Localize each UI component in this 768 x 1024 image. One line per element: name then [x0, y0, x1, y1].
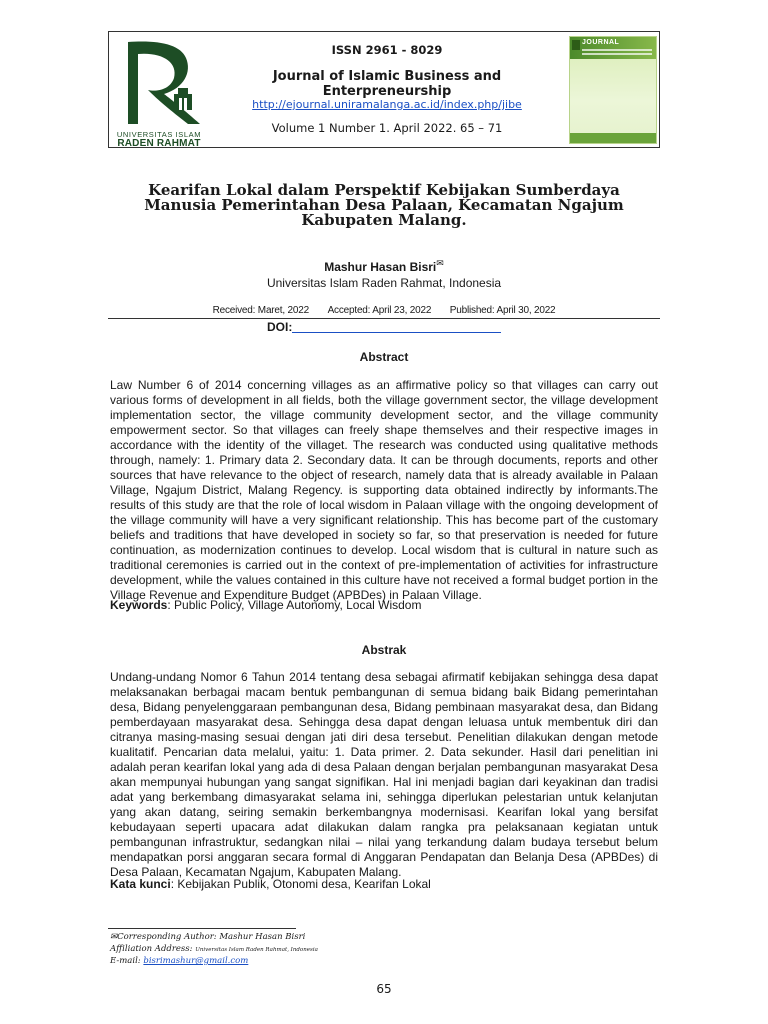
footnote-affiliation — [110, 944, 318, 954]
kata-kunci-value: : Kebijakan Publik, Otonomi desa, Kearifan Lokal — [170, 877, 431, 891]
keywords-value: : Public Policy, Village Autonomy, Local Wisdom — [167, 598, 422, 612]
author-name-text: Mashur Hasan Bisri — [324, 260, 437, 274]
cover-badge-icon — [572, 40, 580, 50]
logo-text-line1: UNIVERSITAS ISLAM — [116, 130, 202, 139]
article-dates — [120, 305, 648, 316]
cover-title: JOURNAL — [582, 39, 620, 46]
cover-footer — [570, 133, 657, 143]
abstract-text: Law Number 6 of 2014 concerning villages as an affirmative policy so that villages can carry out various forms of development in all fields, both the village government sector, the village development implementation sector, the village community development sector, and the village community empowerment sector. So that villages can freely shape themselves and their respective images in accordance with the identity of the villaget. The research was conducted using qualitative methods through, namely: 1. Primary data 2. Secondary data. It can be through documents, reports and other sources that have relevance to the object of research, namely data that is already available in Palaan Village, Ngajum District, Malang Regency. is supporting data obtained indirectly by informants.The results of this study are that the role of local wisdom in Palaan village with the ongoing development of the village community will have a very significant relationship. This has become part of the customary beliefs and traditions that have developed in society so far, so that preservation is needed for future continuation, as modernization continues to develop. Local wisdom that is cultural in nature such as traditional ceremonies is carried out in the context of pre-implementation of activities for infrastructure development, while the values contained in this culture have not received a formal budget portion in the Village Revenue and Expenditure Budget (APBDes) in Palaan Village. — [110, 378, 658, 602]
cover-stripe — [582, 49, 652, 51]
logo-text-line2: RADEN RAHMAT — [117, 138, 201, 149]
doi-label: DOI: — [267, 320, 293, 334]
email-link[interactable]: bisrimashur@gmail.com — [143, 956, 249, 966]
university-logo-mark — [118, 38, 204, 128]
cover-stripe — [582, 53, 652, 55]
footnote-corresponding: ✉Corresponding Author: Mashur Hasan Bisri — [110, 932, 306, 942]
footnote-email-label: E-mail: — [110, 956, 144, 966]
kata-kunci — [110, 877, 658, 891]
kata-kunci-label: Kata kunci — [110, 877, 171, 891]
journal-header — [108, 31, 660, 148]
journal-url-link[interactable]: http://ejournal.uniramalanga.ac.id/index.php/jibe — [252, 98, 522, 111]
email-icon: ✉ — [436, 259, 444, 269]
footnote-email — [110, 956, 248, 966]
doi-link[interactable] — [292, 332, 501, 333]
volume-info: Volume 1 Number 1. April 2022. 65 – 71 — [271, 121, 503, 135]
divider — [108, 318, 660, 319]
university-logo — [112, 38, 206, 149]
journal-cover-thumbnail — [569, 36, 657, 144]
journal-name: Journal of Islamic Business and Enterpreneurship — [272, 69, 502, 99]
author-name — [120, 259, 648, 274]
author-affiliation: Universitas Islam Raden Rahmat, Indonesia — [266, 276, 502, 290]
footnote-affiliation-label: Affiliation Address: — [110, 944, 196, 954]
published-date: Published: April 30, 2022 — [449, 305, 556, 316]
keywords-label: Keywords — [110, 598, 168, 612]
received-date: Received: Maret, 2022 — [212, 305, 309, 316]
abstrak-heading: Abstrak — [361, 643, 407, 657]
page-number: 65 — [376, 982, 392, 996]
issn: ISSN 2961 - 8029 — [331, 43, 443, 57]
article-title: Kearifan Lokal dalam Perspektif Kebijakan Sumberdaya Manusia Pemerintahan Desa Palaan, Kecamatan Ngajum Kabupaten Malang. — [144, 181, 624, 229]
accepted-date: Accepted: April 23, 2022 — [327, 305, 432, 316]
footnote-divider — [108, 928, 296, 929]
abstract-heading: Abstract — [359, 350, 409, 364]
keywords — [110, 598, 658, 612]
abstrak-text: Undang-undang Nomor 6 Tahun 2014 tentang desa sebagai afirmatif kebijakan sehingga desa dapat melaksanakan berbagai macam bentuk pembangunan di semua bidang baik Bidang pemerintahan desa, Bidang penyelenggaraan pembangunan desa, Bidang pembinaan masyarakat desa, dan Bidang pemberdayaan masyarakat desa. Sehingga desa dapat dengan leluasa untuk membentuk diri dan citranya masing-masing sesuai dengan jati diri desa tersebut. Penelitian dilakukan dengan metode kualitatif. Pencarian data melalui, yaitu: 1. Data primer. 2. Data sekunder. Hasil dari penelitian ini adalah peran kearifan lokal yang ada di desa Palaan dengan berjalan pembangunan masyarakat Desa akan mempunyai hubungan yang sangat signifikan. Hal ini menjadi bagian dari keyakinan dan tradisi adat yang berkembang dimasyarakat selama ini, sehingga diperlukan pelestarian untuk kelanjutan yang akan datang, seiring semakin berkembangnya modernisasi. Kearifan lokal yang bersifat kebudayaan seperti upacara adat dilakukan dalam rangka pra pelaksanaan kegiatan untuk pembangunan infrastruktur, sedangkan nilai – nilai yang terkandung dalam budaya tersebut belum mendapatkan porsi anggaran secara formal di Anggaran Pendapatan dan Belanja Desa (APBDes) di Desa Palaan, Kecamatan Ngajum, Kabupaten Malang. — [110, 670, 658, 879]
footnote-affiliation-value: Universitas Islam Raden Rahmat, Indonesia — [195, 947, 318, 953]
